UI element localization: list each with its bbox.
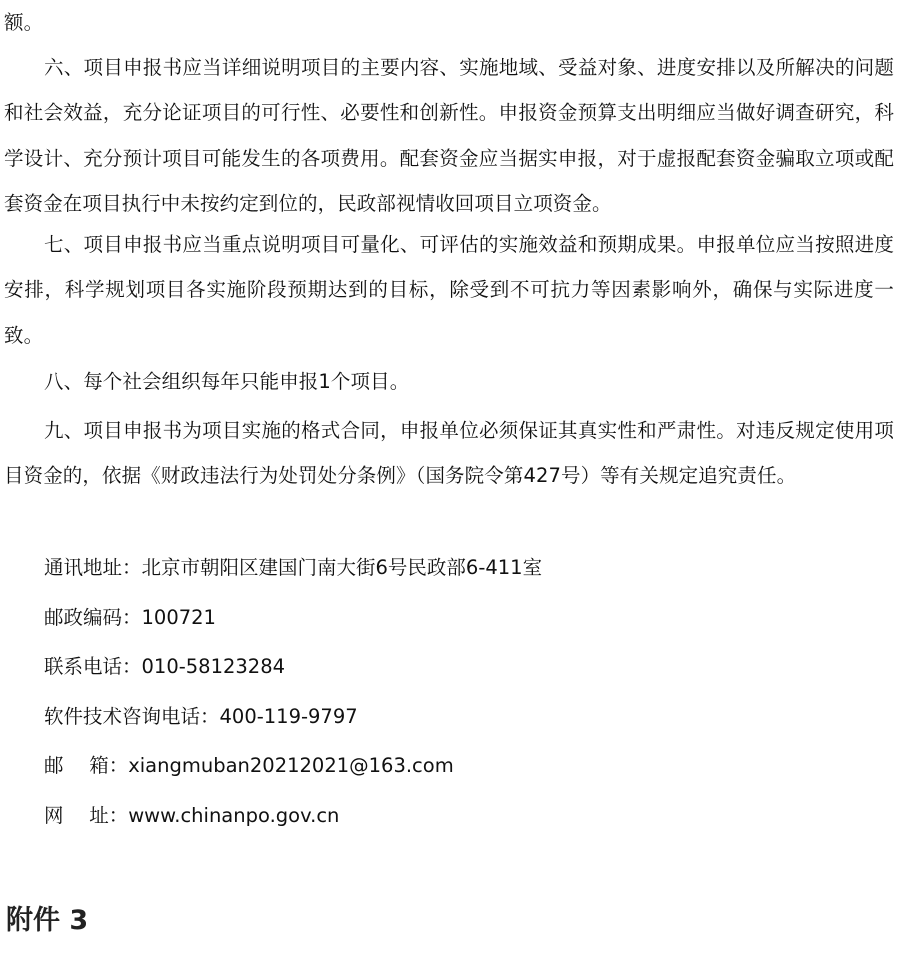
contact-address: 通讯地址：北京市朝阳区建国门南大街6号民政部6-411室: [44, 556, 543, 579]
contact-website: 网 址：www.chinanpo.gov.cn: [44, 804, 340, 827]
attachment-heading: 附件 3: [6, 905, 89, 936]
carryover-text: 额。: [4, 11, 44, 34]
contact-email: 邮 箱：xiangmuban20212021@163.com: [44, 754, 454, 777]
paragraph-nine: 九、项目申报书为项目实施的格式合同，申报单位必须保证其真实性和严肃性。对违反规定使用项目资金的，依据《财政违法行为处罚处分条例》（国务院令第427号）等有关规定追究责任。: [4, 419, 894, 488]
paragraph-seven: 七、项目申报书应当重点说明项目可量化、可评估的实施效益和预期成果。申报单位应当按照进度安排，科学规划项目各实施阶段预期达到的目标，除受到不可抗力等因素影响外，确保与实际进度一致。: [4, 233, 894, 347]
contact-phone: 联系电话：010-58123284: [44, 655, 286, 678]
paragraph-eight: 八、每个社会组织每年只能申报1个项目。: [44, 370, 410, 393]
contact-support-phone: 软件技术咨询电话：400-119-9797: [44, 705, 358, 728]
contact-postcode: 邮政编码：100721: [44, 606, 216, 629]
paragraph-six: 六、项目申报书应当详细说明项目的主要内容、实施地域、受益对象、进度安排以及所解决的问题和社会效益，充分论证项目的可行性、必要性和创新性。申报资金预算支出明细应当做好调查研究，科学设计、充分预计项目可能发生的各项费用。配套资金应当据实申报，对于虚报配套资金骗取立项或配套资金在项目执行中未按约定到位的，民政部视情收回项目立项资金。: [4, 56, 894, 215]
